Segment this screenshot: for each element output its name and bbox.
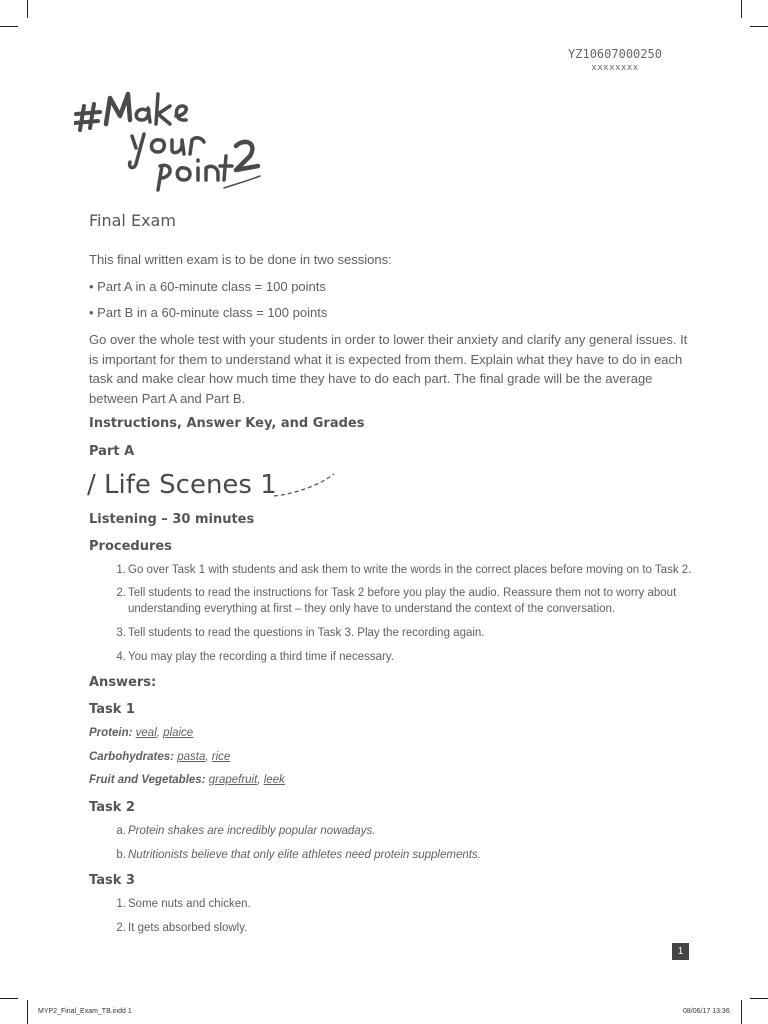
- crop-mark: [27, 1000, 28, 1024]
- bullet-part-a: • Part A in a 60-minute class = 100 points: [89, 279, 326, 294]
- crop-mark: [741, 1000, 742, 1024]
- task2-item: [108, 847, 698, 863]
- crop-mark: [0, 998, 18, 999]
- crop-mark: [750, 26, 768, 27]
- page-number: 1: [672, 943, 689, 960]
- bullet-part-b: • Part B in a 60-minute class = 100 points: [89, 305, 328, 320]
- task2-heading: Task 2: [89, 800, 135, 815]
- make-your-point-logo: [74, 84, 274, 194]
- list-text: Go over Task 1 with students and ask them to write the words in the correct places before moving on to Task 2.: [128, 564, 692, 576]
- answer-separator: ,: [257, 774, 264, 786]
- list-number: 4.: [116, 651, 126, 663]
- task3-heading: Task 3: [89, 873, 135, 888]
- slug-timestamp: 08/06/17 13:36: [683, 1008, 730, 1015]
- document-code-sub: xxxxxxxx: [591, 63, 639, 73]
- procedure-item: [108, 562, 698, 578]
- crop-mark: [741, 0, 742, 18]
- document-code-main: YZ10607000250: [568, 47, 662, 61]
- task3-item: [108, 896, 698, 912]
- overview-paragraph: Go over the whole test with your students in order to lower their anxiety and clarify any general issues. It is important for them to understand what it is expected from them. Explain what they have to do in each task and make clear how much time they have to do each part. The final grade will be the average between Part A and Part B.: [89, 332, 688, 406]
- task1-answer-row: [89, 774, 285, 786]
- task1-heading: Task 1: [89, 702, 135, 717]
- answer-word: plaice: [163, 727, 194, 739]
- answers-heading: Answers:: [89, 675, 157, 690]
- page-title: Final Exam: [89, 211, 176, 230]
- crop-mark: [0, 26, 18, 27]
- task3-item: [108, 920, 698, 936]
- document-code: [545, 47, 685, 75]
- list-letter: b.: [116, 849, 126, 861]
- list-text: Tell students to read the instructions for Task 2 before you play the audio. Reassure them not to worry about understanding everything at first – they only have to understand the context of the conversation.: [128, 587, 677, 615]
- task2-item: [108, 823, 698, 839]
- procedures-heading: Procedures: [89, 539, 172, 554]
- list-number: 2.: [116, 587, 126, 599]
- list-text: Protein shakes are incredibly popular nowadays.: [128, 825, 376, 837]
- part-heading: Part A: [89, 444, 135, 459]
- listening-heading: Listening – 30 minutes: [89, 512, 255, 527]
- list-letter: a.: [116, 825, 126, 837]
- crop-mark: [750, 998, 768, 999]
- task1-answer-row: [89, 727, 193, 739]
- answer-label: Carbohydrates:: [89, 751, 174, 763]
- answer-word: veal: [135, 727, 157, 739]
- procedure-item: [108, 625, 698, 641]
- list-text: You may play the recording a third time if necessary.: [128, 651, 394, 663]
- list-number: 1.: [116, 564, 126, 576]
- list-text: Nutritionists believe that only elite athletes need protein supplements.: [128, 849, 481, 861]
- unit-title: / Life Scenes 1: [87, 470, 277, 500]
- task1-answer-row: [89, 751, 230, 763]
- list-number: 3.: [116, 627, 126, 639]
- list-number: 2.: [116, 922, 126, 934]
- answer-word: rice: [211, 751, 231, 763]
- answer-label: Protein:: [89, 727, 133, 739]
- crop-mark: [27, 0, 28, 18]
- instructions-heading: Instructions, Answer Key, and Grades: [89, 416, 365, 431]
- dashed-swoosh: [270, 464, 340, 500]
- list-text: Tell students to read the questions in Task 3. Play the recording again.: [128, 627, 485, 639]
- answer-word: grapefruit: [208, 774, 258, 786]
- list-text: It gets absorbed slowly.: [128, 922, 248, 934]
- answer-separator: ,: [205, 751, 212, 763]
- procedure-item: [108, 585, 698, 617]
- list-number: 1.: [116, 898, 126, 910]
- answer-word: pasta: [177, 751, 206, 763]
- answer-separator: ,: [156, 727, 164, 739]
- intro-text: This final written exam is to be done in two sessions:: [89, 252, 392, 267]
- answer-label: Fruit and Vegetables:: [89, 774, 206, 786]
- list-text: Some nuts and chicken.: [128, 898, 251, 910]
- answer-word: leek: [263, 774, 285, 786]
- procedure-item: [108, 649, 698, 665]
- slug-filename: MYP2_Final_Exam_TB.indd 1: [38, 1008, 132, 1015]
